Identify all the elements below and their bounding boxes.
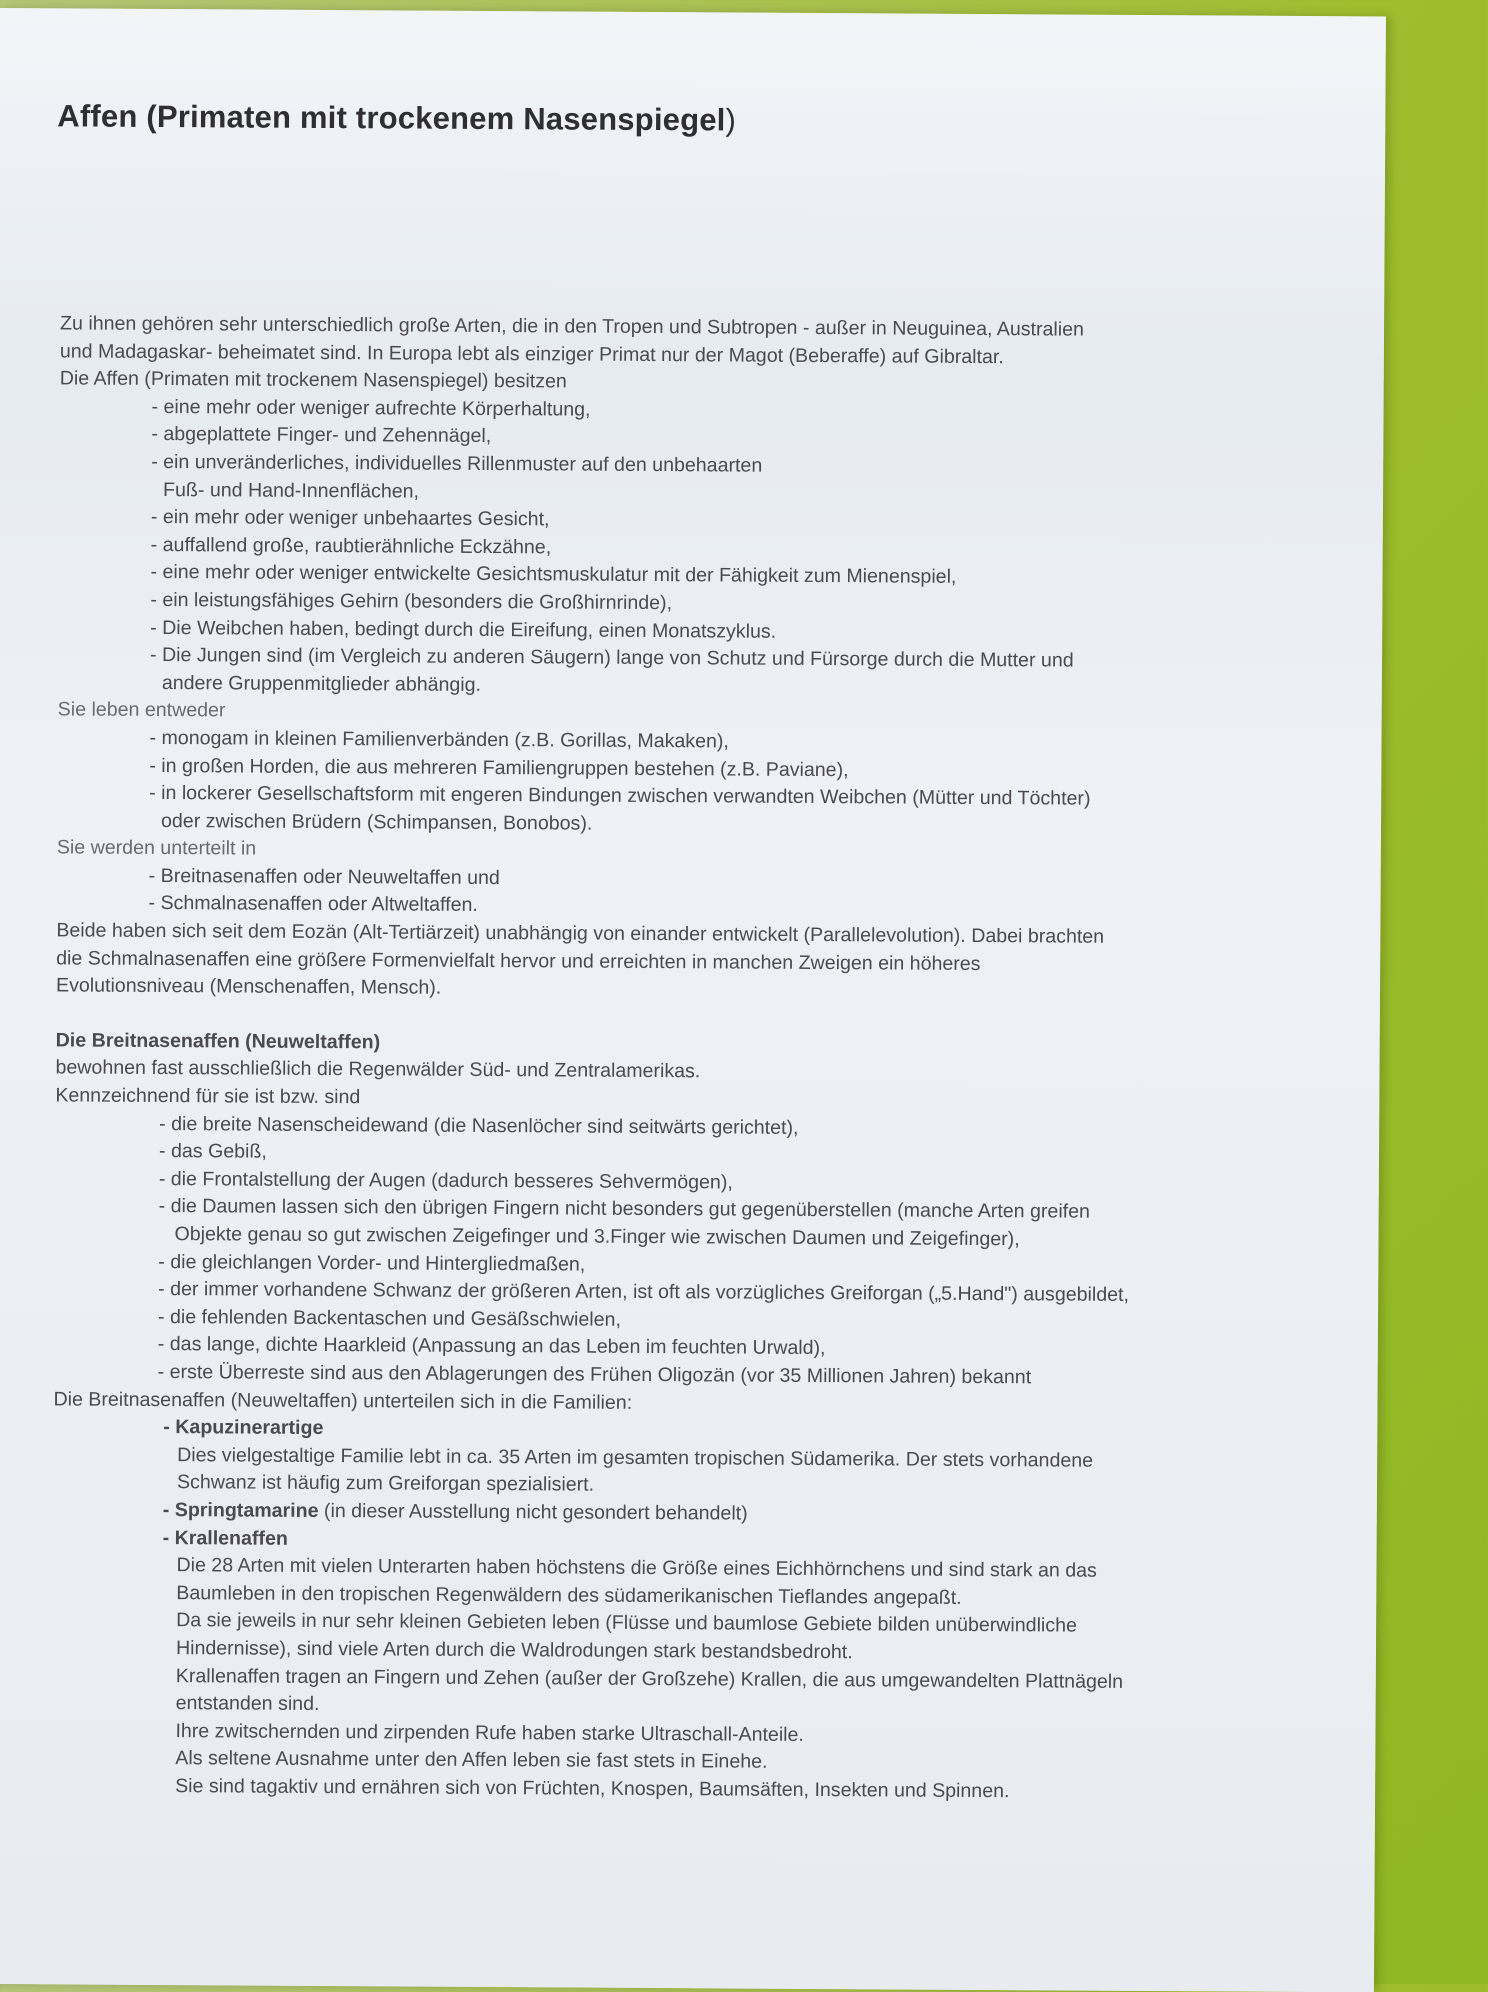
trait-item-continuation: andere Gruppenmitglieder abhängig.	[58, 669, 1328, 704]
trait-item: - eine mehr oder weniger entwickelte Gesichtsmuskulatur mit der Fähigkeit zum Mienenspiel,	[58, 559, 1328, 594]
division-item: - Schmalnasenaffen oder Altweltaffen.	[56, 890, 1326, 925]
feature-item: - die fehlenden Backentaschen und Gesäßschwielen,	[54, 1303, 1324, 1338]
feature-item-continuation: Objekte genau so gut zwischen Zeigefinger und 3.Finger wie zwischen Daumen und Zeigefinger),	[54, 1220, 1324, 1255]
living-item: - in lockerer Gesellschaftsform mit engeren Bindungen zwischen verwandten Weibchen (Mütter und Töchter)	[57, 779, 1327, 814]
families-intro: Die Breitnasenaffen (Neuweltaffen) unterteilen sich in die Familien:	[53, 1386, 1323, 1421]
intro-line: Die Affen (Primaten mit trockenem Nasenspiegel) besitzen	[60, 366, 1330, 401]
page-title	[57, 98, 736, 138]
trait-item: - ein leistungsfähiges Gehirn (besonders die Großhirnrinde),	[58, 586, 1328, 621]
living-item: - in großen Horden, die aus mehreren Familiengruppen bestehen (z.B. Paviane),	[57, 752, 1327, 787]
section-intro-line: bewohnen fast ausschließlich die Regenwälder Süd- und Zentralamerikas.	[55, 1055, 1325, 1090]
feature-item: - die gleichlangen Vorder- und Hintergliedmaßen,	[54, 1248, 1324, 1283]
family-name: - Springtamarine	[163, 1499, 319, 1522]
family-note: (in dieser Ausstellung nicht gesondert behandelt)	[318, 1500, 747, 1525]
family-text-line: Die 28 Arten mit vielen Unterarten haben höchstens die Größe eines Eichhörnchens und sind stark an das	[52, 1551, 1322, 1586]
feature-item: - erste Überreste sind aus den Ablagerungen des Frühen Oligozän (vor 35 Millionen Jahren) bekannt	[54, 1358, 1324, 1393]
trait-item: - Die Weibchen haben, bedingt durch die Eireifung, einen Monatszyklus.	[58, 614, 1328, 649]
trait-item: - ein unveränderliches, individuelles Rillenmuster auf den unbehaarten	[59, 448, 1329, 483]
feature-item: - das lange, dichte Haarkleid (Anpassung an das Leben im feuchten Urwald),	[54, 1331, 1324, 1366]
family-text-line: entstanden sind.	[52, 1689, 1322, 1724]
trait-item: - Die Jungen sind (im Vergleich zu anderen Säugern) lange von Schutz und Fürsorge durch die Mutter und	[58, 641, 1328, 676]
family-text-line: Da sie jeweils in nur sehr kleinen Gebieten leben (Flüsse und baumlose Gebiete bilden unüberwindliche	[52, 1607, 1322, 1642]
title-close-paren: )	[725, 102, 736, 137]
evolution-line: Evolutionsniveau (Menschenaffen, Mensch).	[56, 973, 1326, 1008]
family-text-line: Dies vielgestaltige Familie lebt in ca. 35 Arten im gesamten tropischen Südamerika. Der stets vorhandene	[53, 1441, 1323, 1476]
family-text-line: Hindernisse), sind viele Arten durch die Waldrodungen stark bestandsbedroht.	[52, 1634, 1322, 1669]
feature-item: - das Gebiß,	[55, 1138, 1325, 1173]
intro-line: und Madagaskar- beheimatet sind. In Europa lebt als einziger Primat nur der Magot (Beberaffe) auf Gibraltar.	[60, 338, 1330, 373]
living-item: - monogam in kleinen Familienverbänden (z.B. Gorillas, Makaken),	[57, 724, 1327, 759]
family-text-line: Baumleben in den tropischen Regenwäldern des südamerikanischen Tieflandes angepaßt.	[52, 1579, 1322, 1614]
family-name: - Krallenaffen	[163, 1527, 288, 1550]
family-text-line: Als seltene Ausnahme unter den Affen leben sie fast stets in Einehe.	[51, 1745, 1321, 1780]
evolution-line: Beide haben sich seit dem Eozän (Alt-Tertiärzeit) unabhängig von einander entwickelt (Parallelevolution). Dabei brachten	[56, 917, 1326, 952]
family-name: - Kapuzinerartige	[163, 1416, 323, 1439]
section-intro-line: Kennzeichnend für sie ist bzw. sind	[55, 1082, 1325, 1117]
feature-item: - die Daumen lassen sich den übrigen Fingern nicht besonders gut gegenüberstellen (manche Arten greifen	[55, 1193, 1325, 1228]
trait-item: - eine mehr oder weniger aufrechte Körperhaltung,	[59, 393, 1329, 428]
title-text: Affen (Primaten mit trockenem Nasenspiegel	[57, 98, 725, 137]
section-heading: Die Breitnasenaffen (Neuweltaffen)	[56, 1027, 1326, 1062]
living-intro: Sie leben entweder	[58, 697, 1328, 732]
trait-item: - auffallend große, raubtierähnliche Eckzähne,	[59, 531, 1329, 566]
evolution-line: die Schmalnasenaffen eine größere Formenvielfalt hervor und erreichten in manchen Zweigen ein höheres	[56, 945, 1326, 980]
family-text-line: Sie sind tagaktiv und ernähren sich von Früchten, Knospen, Baumsäften, Insekten und Spinnen.	[51, 1772, 1321, 1807]
family-text-line: Schwanz ist häufig zum Greiforgan spezialisiert.	[53, 1469, 1323, 1504]
trait-item: - abgeplattete Finger- und Zehennägel,	[59, 421, 1329, 456]
family-text-line: Krallenaffen tragen an Fingern und Zehen (außer der Großzehe) Krallen, die aus umgewandelten Plattnägeln	[52, 1662, 1322, 1697]
exhibit-board	[0, 8, 1386, 1992]
division-item: - Breitnasenaffen oder Neuweltaffen und	[57, 862, 1327, 897]
family-text-line: Ihre zwitschernden und zirpenden Rufe haben starke Ultraschall-Anteile.	[51, 1717, 1321, 1752]
trait-item-continuation: Fuß- und Hand-Innenflächen,	[59, 476, 1329, 511]
feature-item: - der immer vorhandene Schwanz der größeren Arten, ist oft als vorzügliches Greiforgan („5.Hand") ausgebildet,	[54, 1276, 1324, 1311]
intro-line: Zu ihnen gehören sehr unterschiedlich große Arten, die in den Tropen und Subtropen - außer in Neuguinea, Australien	[60, 310, 1330, 345]
living-item-continuation: oder zwischen Brüdern (Schimpansen, Bonobos).	[57, 807, 1327, 842]
feature-item: - die Frontalstellung der Augen (dadurch besseres Sehvermögen),	[55, 1165, 1325, 1200]
division-intro: Sie werden unterteilt in	[57, 835, 1327, 870]
feature-item: - die breite Nasenscheidewand (die Nasenlöcher sind seitwärts gerichtet),	[55, 1110, 1325, 1145]
trait-item: - ein mehr oder weniger unbehaartes Gesicht,	[59, 504, 1329, 539]
board-text	[51, 310, 1330, 1807]
